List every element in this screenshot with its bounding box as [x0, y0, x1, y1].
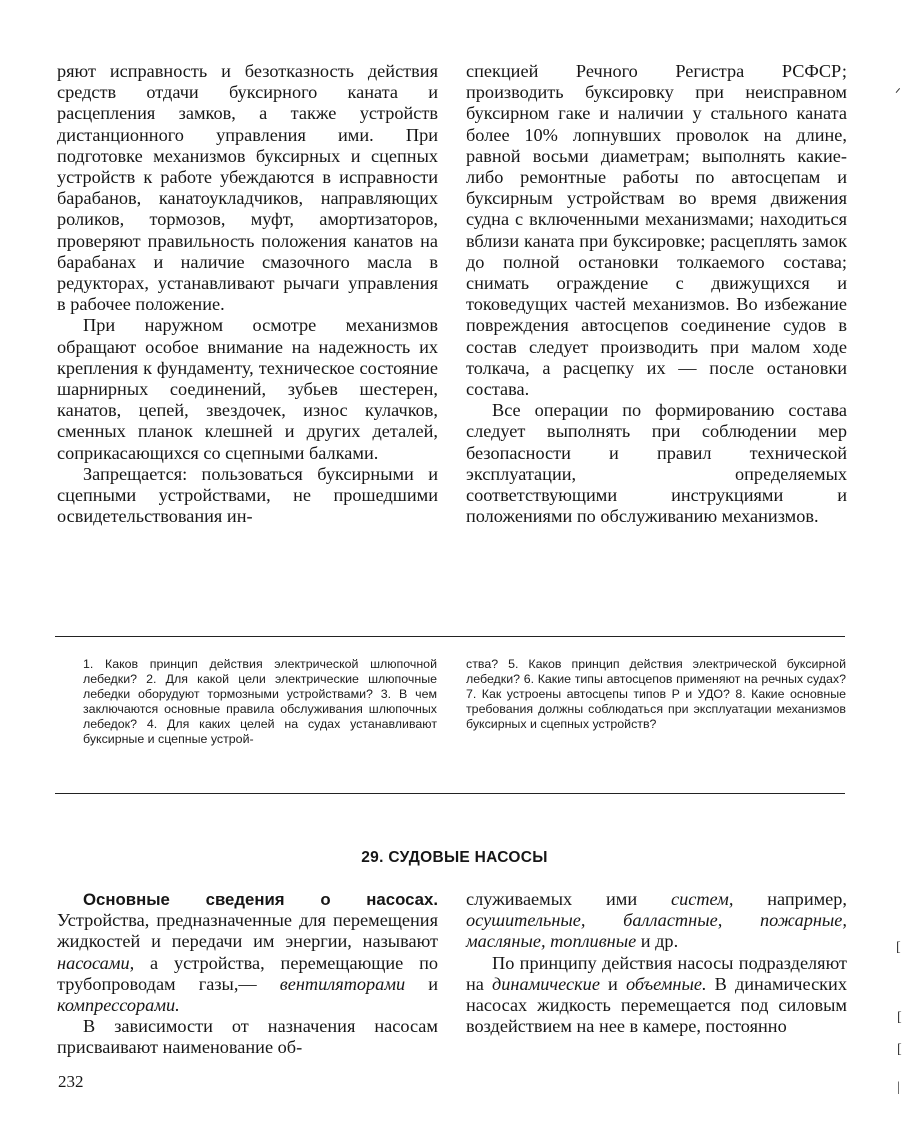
paragraph — [466, 889, 847, 953]
lower-left-column — [57, 889, 438, 1059]
text-run: В динамических насосах жидкость перемещается под силовым воздействием на нее в камере, постоянно — [466, 973, 847, 1037]
term: компрессорами. — [57, 995, 180, 1016]
term: насосами, — [57, 952, 135, 973]
term: систем, — [670, 889, 734, 909]
term: осушительные, балластные, пожарные, масляные, топливные — [466, 910, 847, 952]
margin-mark: [ — [897, 1010, 902, 1025]
margin-mark: ᐟ — [895, 87, 901, 102]
paragraph: спекцией Речного Регистра РСФСР; производить буксировку при неисправном буксирном гаке и наличии у стального каната более 10% лопнувших проволок на длине, равной восьми диаметрам; выполнять какие-либо ремонтные работы по автосцепам и буксирным устройствам во время движения судна с включенными механизмами; находиться вблизи каната при буксировке; расцеплять замок до полной остановки толкаемого состава; снимать ограждение с движущихся и токоведущих частей механизмов. Во избежание повреждения автосцепов соединение судов в состав следует производить при малом ходе толкача, а расцепку их — после остановки состава. — [466, 61, 847, 400]
paragraph: При наружном осмотре механизмов обращают особое внимание на надежность их крепления к фундаменту, техническое состояние шарнирных соединений, зубьев шестерен, канатов, цепей, звездочек, износ кулачков, сменных планок клешней и других деталей, соприкасающихся со сцепными балками. — [57, 315, 438, 463]
text-run: и — [405, 973, 439, 994]
questions-top-rule — [55, 636, 845, 637]
review-questions-right: ства? 5. Каков принцип действия электрической буксирной лебедки? 6. Какие типы автосцепов применяют на речных судах? 7. Как устроены автосцепы типов Р и УДО? 8. Какие основные требования должны соблюдаться при эксплуатации механизмов буксирных и сцепных устройств? — [466, 657, 846, 732]
page-number: 232 — [58, 1072, 84, 1091]
paragraph: ряют исправность и безотказность действия средств отдачи буксирного каната и расцепления замков, а также устройств дистанционного управления ими. При подготовке механизмов буксирных и сцепных устройств к работе убеждаются в исправности барабанов, канатоукладчиков, направляющих роликов, тормозов, муфт, амортизаторов, проверяют правильность положения канатов на барабанах и наличие смазочного масла в редукторах, устанавливают рычаги управления в рабочее положение. — [57, 61, 438, 315]
section-heading: 29. СУДОВЫЕ НАСОСЫ — [361, 849, 548, 866]
text-run: По принципу действия насосы подразделяют на — [466, 952, 847, 994]
upper-right-column — [466, 61, 847, 527]
text-run: Устройства, предназначенные для перемещения жидкостей и передачи им энергии, называют — [57, 910, 438, 952]
margin-mark: [ — [897, 1042, 902, 1057]
term: объемные. — [625, 973, 707, 994]
text-run: и — [599, 973, 626, 994]
paragraph: Запрещается: пользоваться буксирными и сцепными устройствами, не прошедшими освидетельствования ин- — [57, 463, 438, 527]
text-run: и др. — [636, 931, 679, 952]
lead-phrase: Основные сведения о насосах. — [83, 890, 438, 909]
paragraph: Все операции по формированию состава следует выполнять при соблюдении мер безопасности и правил технической эксплуатации, определяемых соответствующими инструкциями и положениями по обслуживанию механизмов. — [466, 400, 847, 527]
questions-bottom-rule — [55, 793, 845, 794]
margin-mark: [ — [896, 940, 901, 955]
lower-right-column — [466, 889, 847, 1037]
paragraph: В зависимости от назначения насосам присваивают наименование об- — [57, 1016, 438, 1058]
text-run: а устройства, перемещающие по трубопроводам газы,— — [57, 952, 438, 994]
paragraph — [466, 953, 847, 1038]
margin-mark: | — [897, 1080, 900, 1095]
term: вентиляторами — [279, 973, 406, 994]
text-run: служиваемых ими — [466, 889, 671, 909]
term: динамические — [492, 973, 600, 994]
text-run: например, — [733, 889, 848, 909]
review-questions-left: 1. Каков принцип действия электрической шлюпочной лебедки? 2. Для какой цели электрические шлюпочные лебедки оборудуют тормозными устройствами? 3. В чем заключаются основные правила обслуживания шлюпочных лебедок? 4. Для каких целей на судах устанавливают буксирные и сцепные устрой- — [83, 657, 437, 747]
paragraph — [57, 889, 438, 1016]
upper-left-column — [57, 61, 438, 527]
